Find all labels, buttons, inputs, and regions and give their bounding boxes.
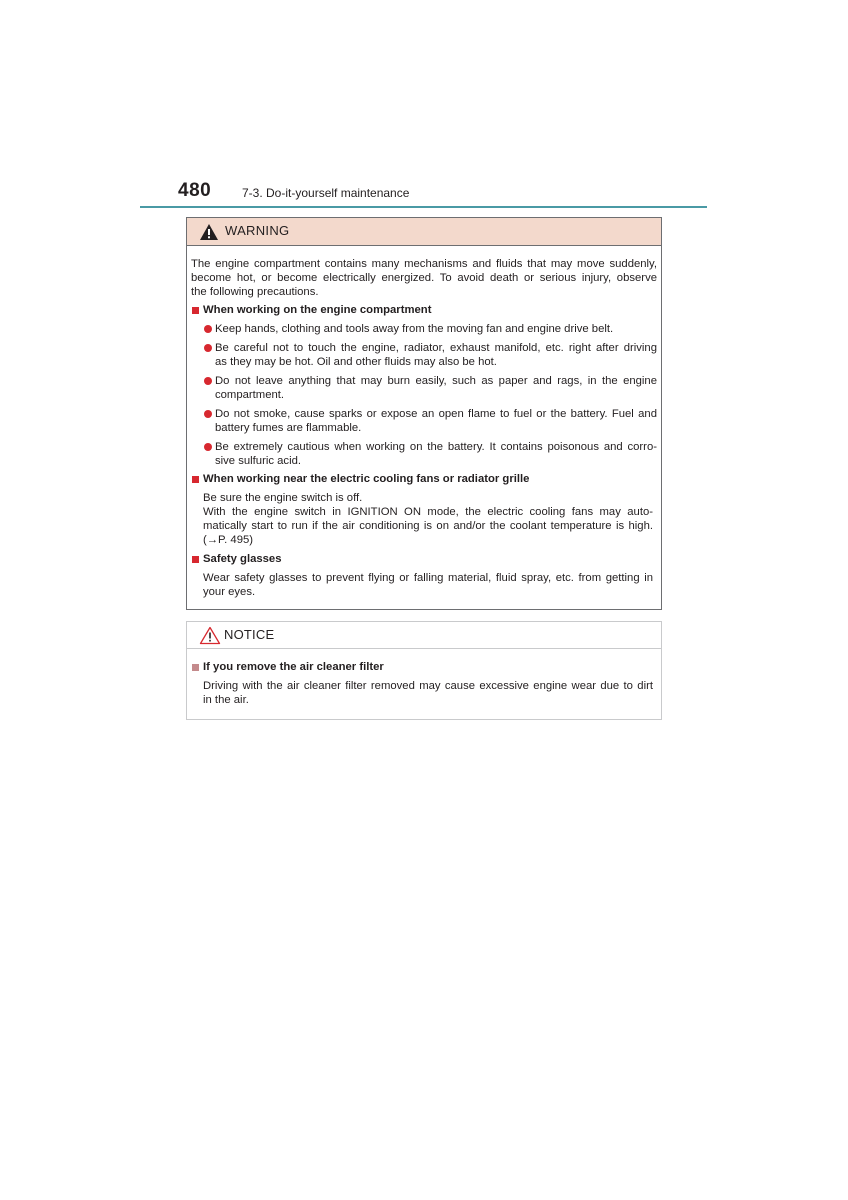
body-line: in the air. [203, 694, 249, 706]
bullet-dot [204, 377, 212, 385]
notice-heading: If you remove the air cleaner filter [203, 661, 384, 673]
notice-header [187, 622, 661, 649]
bullet-dot [204, 325, 212, 333]
bullet-text: sive sulfuric acid. [215, 455, 302, 467]
body-line: Wear safety glasses to prevent flying or falling material, fluid spray, etc. from getting in [203, 572, 653, 584]
warning-title: WARNING [225, 223, 290, 238]
bullet-dot [204, 410, 212, 418]
notice-title: NOTICE [224, 627, 275, 642]
warning-box [186, 217, 662, 610]
bullet-text: Be extremely cautious when working on the battery. It contains poisonous and corro- [215, 441, 657, 453]
body-line: With the engine switch in IGNITION ON mode, the electric cooling fans may auto- [203, 506, 653, 518]
section-bullet-square [192, 307, 199, 314]
bullet-text: as they may be hot. Oil and other fluids may also be hot. [215, 356, 497, 368]
header [178, 180, 578, 204]
intro-line: the following precautions. [191, 286, 319, 298]
intro-line: become hot, or become electrically energized. To avoid death or serious injury, observe [191, 272, 657, 284]
bullet-text: battery fumes are flammable. [215, 422, 362, 434]
intro-line: The engine compartment contains many mechanisms and fluids that may move suddenly, [191, 258, 657, 270]
body-line: Be sure the engine switch is off. [203, 492, 363, 504]
body-line: your eyes. [203, 586, 256, 598]
bullet-text: compartment. [215, 389, 285, 401]
section-heading: When working near the electric cooling fans or radiator grille [203, 473, 530, 485]
section-bullet-square [192, 664, 199, 671]
bullet-text: Keep hands, clothing and tools away from the moving fan and engine drive belt. [215, 323, 614, 335]
notice-box [186, 621, 662, 720]
notice-triangle-icon [199, 626, 221, 645]
warning-header [187, 218, 661, 246]
bullet-dot [204, 443, 212, 451]
bullet-text: Do not leave anything that may burn easily, such as paper and rags, in the engine [215, 375, 657, 387]
body-line: (→P. 495) [203, 534, 254, 546]
section-bullet-square [192, 556, 199, 563]
section-heading: When working on the engine compartment [203, 304, 432, 316]
section-bullet-square [192, 476, 199, 483]
header-rule [140, 206, 707, 208]
section-title: 7-3. Do-it-yourself maintenance [242, 186, 410, 200]
bullet-text: Be careful not to touch the engine, radiator, exhaust manifold, etc. right after driving [215, 342, 657, 354]
page-number: 480 [178, 180, 212, 201]
body-line: Driving with the air cleaner filter removed may cause excessive engine wear due to dirt [203, 680, 653, 692]
bullet-dot [204, 344, 212, 352]
bullet-text: Do not smoke, cause sparks or expose an open flame to fuel or the battery. Fuel and [215, 408, 657, 420]
body-line: matically start to run if the air conditioning is on and/or the coolant temperature is high. [203, 520, 653, 532]
warning-triangle-icon [199, 223, 219, 241]
section-heading: Safety glasses [203, 553, 282, 565]
